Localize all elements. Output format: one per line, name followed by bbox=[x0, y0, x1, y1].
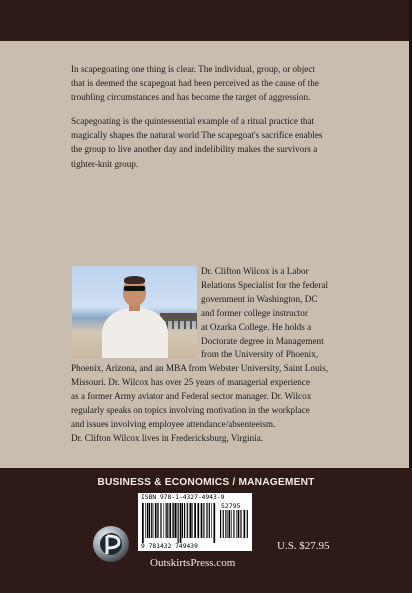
barcode-bar bbox=[153, 503, 154, 538]
photo-person-hair bbox=[124, 276, 145, 284]
bio-line: Dr. Clifton Wilcox lives in Fredericksburg, Virginia. bbox=[71, 432, 264, 443]
barcode-bar bbox=[175, 503, 177, 538]
price-label: U.S. $27.95 bbox=[277, 540, 330, 552]
bio-line: as a former Army aviator and Federal sector manager. Dr. Wilcox bbox=[71, 390, 312, 401]
barcode-bar bbox=[157, 503, 158, 538]
barcode-bar bbox=[182, 503, 183, 538]
bisac-category: BUSINESS & ECONOMICS / MANAGEMENT bbox=[97, 477, 315, 488]
barcode-bar bbox=[160, 503, 161, 538]
barcode-bar bbox=[238, 510, 240, 538]
barcode-bar bbox=[173, 503, 174, 538]
barcode-bar bbox=[233, 510, 234, 538]
barcode-bar bbox=[209, 503, 210, 538]
bio-line: Phoenix, Arizona, and an MBA from Webster University, Saint Louis, bbox=[71, 363, 328, 373]
bio-line: and former college instructor bbox=[201, 307, 308, 318]
barcode-bar bbox=[192, 503, 193, 538]
blurb-paragraph-1: In scapegoating one thing is clear. The individual, group, or object that is deemed the scapegoat had been perceived as the cause of the troubling circumstances and has become the target of aggression. bbox=[71, 64, 319, 103]
barcode-bar bbox=[211, 503, 212, 538]
barcode-bar bbox=[180, 503, 182, 543]
bio-line: and issues involving employee attendance/absenteeism. bbox=[71, 418, 276, 429]
barcode-bar bbox=[145, 503, 146, 538]
publisher-logo-icon bbox=[92, 525, 130, 563]
addon-price-code: 52795 bbox=[221, 502, 241, 510]
barcode-bar bbox=[155, 503, 156, 538]
barcode-bar bbox=[227, 510, 228, 538]
barcode-bar bbox=[241, 510, 242, 538]
photo-pier bbox=[160, 313, 197, 321]
isbn-text: ISBN 978-1-4327-4943-9 bbox=[141, 494, 225, 501]
barcode-bar bbox=[213, 503, 215, 543]
isbn-barcode bbox=[138, 493, 252, 551]
barcode-bar bbox=[158, 503, 159, 538]
barcode-bar bbox=[149, 503, 150, 538]
bio-line: Doctorate degree in Management bbox=[201, 335, 324, 346]
barcode-bar bbox=[169, 503, 171, 538]
barcode-bar bbox=[194, 503, 196, 538]
barcode-bar bbox=[197, 503, 199, 538]
barcode-bar bbox=[184, 503, 185, 538]
barcode-bar bbox=[167, 503, 168, 538]
barcode-bar bbox=[142, 503, 144, 543]
barcode-bar bbox=[203, 503, 204, 538]
barcode-bar bbox=[189, 503, 190, 538]
barcode-bar bbox=[178, 503, 179, 543]
author-photo bbox=[72, 266, 197, 358]
barcode-bar bbox=[236, 510, 237, 538]
barcode-bar bbox=[206, 503, 207, 538]
bio-line: from the University of Phoenix, bbox=[201, 349, 319, 360]
bio-line: Missouri. Dr. Wilcox has over 25 years of managerial experience bbox=[71, 376, 311, 387]
photo-sunglasses bbox=[124, 286, 145, 291]
barcode-bar bbox=[151, 503, 152, 538]
publisher-website: OutskirtsPress.com bbox=[150, 557, 236, 569]
barcode-bar bbox=[247, 510, 248, 538]
bio-line: regularly speaks on topics involving motivation in the workplace bbox=[71, 404, 310, 415]
blurb-paragraph-2: Scapegoating is the quintessential example of a ritual practice that magically shapes the natural world The scapegoat's sacrifice enables the group to live another day and indelibility makes the survivors a tighter-knit group. bbox=[71, 116, 323, 169]
barcode-bar bbox=[225, 510, 226, 538]
barcode-addon-bars bbox=[220, 510, 248, 543]
barcode-bar bbox=[172, 503, 173, 538]
author-bio-full bbox=[71, 362, 391, 445]
barcode-bar bbox=[231, 510, 232, 538]
barcode-digits: 9 781432 749439 bbox=[141, 543, 198, 550]
barcode-main-bars bbox=[142, 503, 216, 543]
barcode-bar bbox=[161, 503, 162, 538]
barcode-bar bbox=[166, 503, 167, 538]
barcode-bar bbox=[229, 510, 231, 538]
barcode-bar bbox=[190, 503, 192, 538]
barcode-bar bbox=[147, 503, 149, 538]
bio-line: government in Washington, DC bbox=[201, 293, 318, 304]
bio-line: at Ozarka College. He holds a bbox=[201, 321, 312, 332]
back-cover-blurb bbox=[71, 62, 389, 181]
barcode-bar bbox=[201, 503, 203, 538]
top-band bbox=[0, 0, 412, 41]
bio-line: Dr. Clifton Wilcox is a Labor bbox=[201, 266, 309, 276]
barcode-bar bbox=[207, 503, 208, 538]
barcode-bar bbox=[223, 510, 224, 538]
bio-line: Relations Specialist for the federal bbox=[201, 279, 329, 290]
barcode-bar bbox=[164, 503, 165, 538]
barcode-bar bbox=[187, 503, 188, 538]
barcode-bar bbox=[244, 510, 246, 538]
author-bio-side bbox=[201, 265, 391, 362]
barcode-bar bbox=[240, 510, 241, 538]
barcode-bar bbox=[220, 510, 221, 538]
photo-person-torso bbox=[102, 308, 168, 358]
